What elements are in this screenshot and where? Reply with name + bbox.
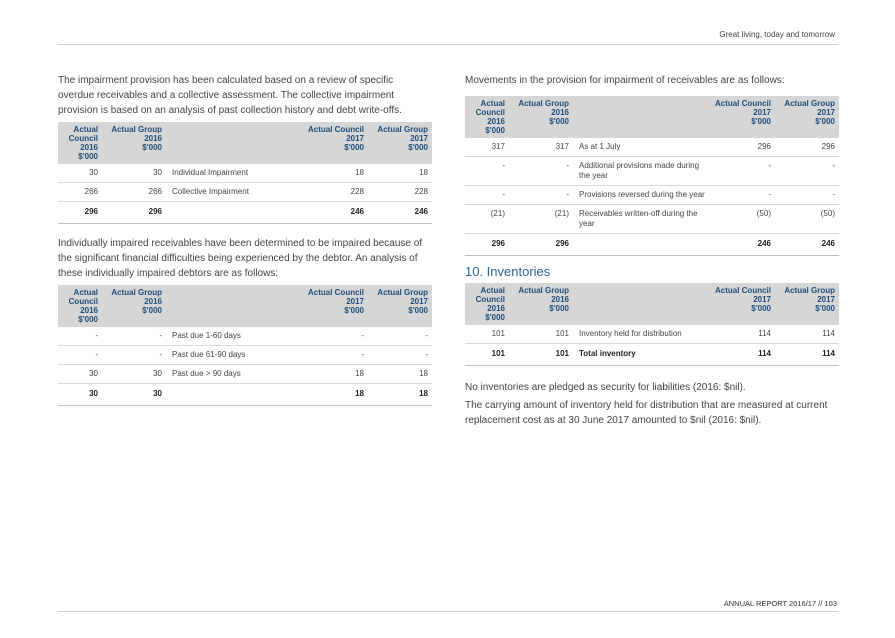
- left-column: [58, 73, 432, 406]
- table-cell: -: [711, 186, 775, 205]
- table-cell: Receivables written-off during the year: [573, 205, 711, 234]
- table-cell: [166, 384, 304, 406]
- table-cell: 101: [509, 344, 573, 366]
- table-cell: -: [368, 327, 432, 346]
- column-header: Actual Council 2016 $'000: [58, 122, 102, 164]
- table-cell: -: [465, 186, 509, 205]
- table-cell: [573, 234, 711, 256]
- table-cell: -: [304, 327, 368, 346]
- column-header: Actual Council 2017 $'000: [304, 285, 368, 327]
- column-header: Actual Group 2017 $'000: [775, 96, 839, 138]
- table-total-row: [58, 202, 432, 224]
- table-cell: 101: [465, 325, 509, 344]
- column-header: Actual Group 2017 $'000: [775, 283, 839, 325]
- table-row: [465, 157, 839, 186]
- table-cell: Inventory held for distribution: [573, 325, 711, 344]
- table-row: [58, 183, 432, 202]
- individually-impaired-paragraph: Individually impaired receivables have been determined to be impaired because of the significant financial difficulties being experienced by the debtor. An analysis of these individually impaired debtors are as follows:: [58, 238, 423, 279]
- table-cell: Total inventory: [573, 344, 711, 366]
- table-cell: (21): [465, 205, 509, 234]
- table-cell: 266: [102, 183, 166, 202]
- table-cell: 18: [304, 164, 368, 183]
- table-row: [58, 164, 432, 183]
- column-header: Actual Council 2017 $'000: [711, 283, 775, 325]
- column-header: Actual Council 2016 $'000: [58, 285, 102, 327]
- table-cell: 246: [304, 202, 368, 224]
- table-cell: 30: [58, 365, 102, 384]
- table-cell: Past due > 90 days: [166, 365, 304, 384]
- table-cell: -: [775, 157, 839, 186]
- column-header: [166, 285, 304, 327]
- column-header: Actual Group 2017 $'000: [368, 122, 432, 164]
- table-cell: Past due 1-60 days: [166, 327, 304, 346]
- movements-intro-paragraph: Movements in the provision for impairment of receivables are as follows:: [465, 75, 785, 86]
- impairment-provision-table: [58, 122, 432, 224]
- table-cell: -: [775, 186, 839, 205]
- table-cell: -: [465, 157, 509, 186]
- right-column: [465, 73, 839, 432]
- table-cell: 114: [711, 344, 775, 366]
- table-cell: -: [304, 346, 368, 365]
- column-header: Actual Council 2016 $'000: [465, 96, 509, 138]
- table-cell: -: [711, 157, 775, 186]
- table-cell: Collective Impairment: [166, 183, 304, 202]
- table-cell: 317: [465, 138, 509, 157]
- table-cell: -: [509, 157, 573, 186]
- table-cell: 246: [368, 202, 432, 224]
- table-row: [58, 346, 432, 365]
- inventories-table: [465, 283, 839, 366]
- table-cell: 296: [775, 138, 839, 157]
- column-header: Actual Group 2016 $'000: [509, 283, 573, 325]
- table-cell: Provisions reversed during the year: [573, 186, 711, 205]
- table-cell: -: [102, 327, 166, 346]
- table-row: [465, 138, 839, 157]
- table-header-row: [465, 96, 839, 138]
- column-header: Actual Council 2016 $'000: [465, 283, 509, 325]
- table-cell: -: [368, 346, 432, 365]
- footer-divider: [58, 611, 838, 612]
- table-cell: 296: [465, 234, 509, 256]
- table-row: [58, 365, 432, 384]
- column-header: [573, 96, 711, 138]
- table-cell: 101: [509, 325, 573, 344]
- column-header: [166, 122, 304, 164]
- table-cell: (21): [509, 205, 573, 234]
- table-cell: -: [102, 346, 166, 365]
- table-total-row: [58, 384, 432, 406]
- table-cell: 317: [509, 138, 573, 157]
- past-due-analysis-table: [58, 285, 432, 406]
- table-cell: -: [509, 186, 573, 205]
- table-cell: 30: [102, 384, 166, 406]
- table-cell: 296: [102, 202, 166, 224]
- table-cell: 228: [304, 183, 368, 202]
- column-header: Actual Group 2016 $'000: [102, 122, 166, 164]
- table-cell: 18: [304, 384, 368, 406]
- table-cell: 18: [368, 365, 432, 384]
- table-cell: 30: [58, 384, 102, 406]
- table-cell: 18: [304, 365, 368, 384]
- impairment-intro-paragraph: The impairment provision has been calculated based on a review of specific overdue receivables and a collective assessment. The collective impairment provision is based on an analysis of past collection history and debt write-offs.: [58, 75, 402, 116]
- table-header-row: [58, 285, 432, 327]
- column-header: Actual Council 2017 $'000: [711, 96, 775, 138]
- table-cell: 246: [775, 234, 839, 256]
- table-cell: 228: [368, 183, 432, 202]
- table-row: [465, 186, 839, 205]
- footer-page-label: ANNUAL REPORT 2016/17 // 103: [723, 599, 837, 608]
- provision-movements-table: [465, 96, 839, 256]
- table-cell: 296: [58, 202, 102, 224]
- table-cell: 246: [711, 234, 775, 256]
- table-header-row: [58, 122, 432, 164]
- column-header: Actual Group 2016 $'000: [102, 285, 166, 327]
- header-divider: [58, 44, 838, 45]
- table-row: [58, 327, 432, 346]
- table-cell: 30: [102, 164, 166, 183]
- table-cell: Additional provisions made during the year: [573, 157, 711, 186]
- table-total-row: [465, 234, 839, 256]
- table-cell: 18: [368, 164, 432, 183]
- column-header: Actual Council 2017 $'000: [304, 122, 368, 164]
- column-header: Actual Group 2016 $'000: [509, 96, 573, 138]
- table-cell: [166, 202, 304, 224]
- table-cell: 30: [58, 164, 102, 183]
- inventories-carrying-amount-paragraph: The carrying amount of inventory held for distribution that are measured at current replacement cost as at 30 June 2017 amounted to $nil (2016: $nil).: [465, 400, 828, 426]
- column-header: Actual Group 2017 $'000: [368, 285, 432, 327]
- table-header-row: [465, 283, 839, 325]
- table-cell: (50): [775, 205, 839, 234]
- table-cell: As at 1 July: [573, 138, 711, 157]
- inventories-section-title: 10. Inventories: [465, 264, 551, 279]
- table-cell: Individual Impairment: [166, 164, 304, 183]
- header-tagline: Great living, today and tomorrow: [719, 30, 835, 39]
- table-cell: 296: [711, 138, 775, 157]
- table-cell: 114: [775, 344, 839, 366]
- table-cell: 114: [775, 325, 839, 344]
- table-cell: 30: [102, 365, 166, 384]
- table-cell: -: [58, 327, 102, 346]
- table-total-row: [465, 344, 839, 366]
- table-cell: 114: [711, 325, 775, 344]
- table-row: [465, 205, 839, 234]
- table-cell: Past due 61-90 days: [166, 346, 304, 365]
- table-cell: -: [58, 346, 102, 365]
- table-cell: 296: [509, 234, 573, 256]
- table-cell: (50): [711, 205, 775, 234]
- table-cell: 18: [368, 384, 432, 406]
- column-header: [573, 283, 711, 325]
- table-cell: 101: [465, 344, 509, 366]
- table-row: [465, 325, 839, 344]
- inventories-pledge-paragraph: No inventories are pledged as security for liabilities (2016: $nil).: [465, 382, 746, 393]
- table-cell: 266: [58, 183, 102, 202]
